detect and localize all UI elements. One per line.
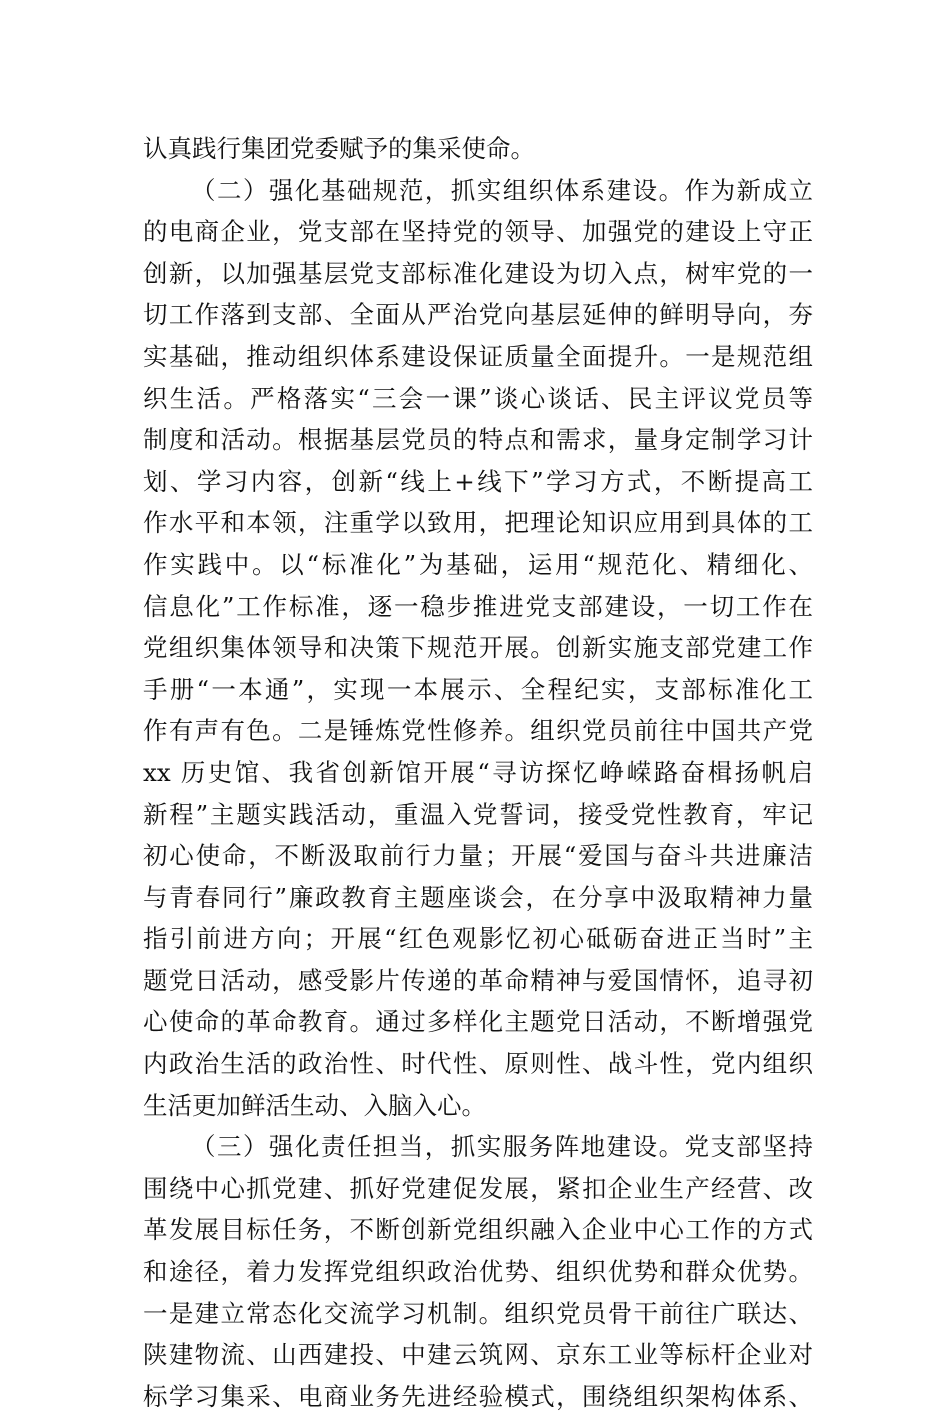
text-line: 题党日活动，感受影片传递的革命精神与爱国情怀，追寻初 — [143, 965, 813, 995]
text-line: 制度和活动。根据基层党员的特点和需求，量身定制学习计 — [143, 425, 813, 455]
text-line: 作有声有色。二是锤炼党性修养。组织党员前往中国共产党 — [143, 716, 813, 746]
text-line: 初心使命，不断汲取前行力量；开展“爱国与奋斗共进廉洁 — [143, 841, 813, 871]
text-line: 信息化”工作标准，逐一稳步推进党支部建设，一切工作在 — [143, 591, 813, 621]
body-text — [143, 128, 813, 1417]
text-line: 生活更加鲜活生动、入脑入心。 — [143, 1090, 486, 1120]
text-line: 围绕中心抓党建、抓好党建促发展，紧扣企业生产经营、改 — [143, 1173, 813, 1203]
text-line: 创新，以加强基层党支部标准化建设为切入点，树牢党的一 — [143, 258, 813, 288]
section-heading-line: （三）强化责任担当，抓实服务阵地建设。党支部坚持 — [191, 1132, 813, 1162]
text-line: 与青春同行”廉政教育主题座谈会，在分享中汲取精神力量 — [143, 882, 813, 912]
text-line: 织生活。严格落实“三会一课”谈心谈话、民主评议党员等 — [143, 383, 813, 413]
text-line: 标学习集采、电商业务先进经验模式，围绕组织架构体系、 — [143, 1381, 813, 1411]
text-line: 切工作落到支部、全面从严治党向基层延伸的鲜明导向，夯 — [143, 300, 813, 330]
text-line: 心使命的革命教育。通过多样化主题党日活动，不断增强党 — [143, 1007, 813, 1037]
text-line: 的电商企业，党支部在坚持党的领导、加强党的建设上守正 — [143, 217, 813, 247]
text-line: 作实践中。以“标准化”为基础，运用“规范化、精细化、 — [143, 549, 813, 579]
text-line: 党组织集体领导和决策下规范开展。创新实施支部党建工作 — [143, 633, 813, 663]
text-line: 内政治生活的政治性、时代性、原则性、战斗性，党内组织 — [143, 1049, 813, 1079]
text-line: 实基础，推动组织体系建设保证质量全面提升。一是规范组 — [143, 341, 813, 371]
text-line: 新程”主题实践活动，重温入党誓词，接受党性教育，牢记 — [143, 799, 813, 829]
text-line: 指引前进方向；开展“红色观影忆初心砥砺奋进正当时”主 — [143, 924, 813, 954]
text-line: 手册“一本通”，实现一本展示、全程纪实，支部标准化工 — [143, 674, 813, 704]
text-line: 一是建立常态化交流学习机制。组织党员骨干前往广联达、 — [143, 1298, 813, 1328]
text-line: 认真践行集团党委赋予的集采使命。 — [143, 134, 535, 163]
text-line: 和途径，着力发挥党组织政治优势、组织优势和群众优势。 — [143, 1257, 813, 1287]
text-line: 划、学习内容，创新“线上+线下”学习方式，不断提高工 — [143, 466, 813, 496]
text-line: 陕建物流、山西建投、中建云筑网、京东工业等标杆企业对 — [143, 1340, 813, 1370]
text-line: 革发展目标任务，不断创新党组织融入企业中心工作的方式 — [143, 1215, 813, 1245]
text-line: 作水平和本领，注重学以致用，把理论知识应用到具体的工 — [143, 508, 813, 538]
text-line: xx 历史馆、我省创新馆开展“寻访探忆峥嵘路奋楫扬帆启 — [143, 757, 813, 787]
section-heading-line: （二）强化基础规范，抓实组织体系建设。作为新成立 — [191, 175, 813, 205]
